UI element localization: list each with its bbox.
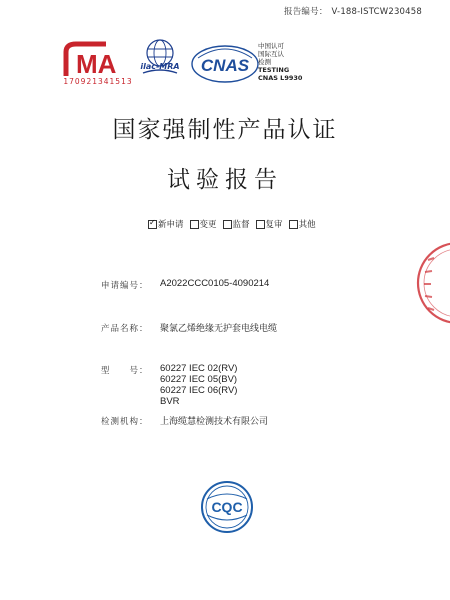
checkbox-icon <box>256 220 265 229</box>
option-label: 复审 <box>265 220 283 230</box>
application-no-label: 申请编号： <box>101 281 149 291</box>
option-reexamination <box>256 218 283 230</box>
cnas-logo <box>190 42 260 84</box>
application-no-value: A2022CCC0105-4090214 <box>160 278 270 289</box>
cnas-line: CNAS L9930 <box>258 74 303 82</box>
report-number <box>284 5 422 17</box>
checkbox-checked-icon <box>148 220 157 229</box>
cqc-logo <box>199 479 255 535</box>
model-value: 60227 IEC 05(BV) <box>160 374 238 385</box>
option-label: 其他 <box>298 220 316 230</box>
testing-org-label: 检测机构： <box>101 417 149 427</box>
option-label: 新申请 <box>158 220 184 230</box>
option-change <box>190 218 217 230</box>
product-name-value: 聚氯乙烯绝缘无护套电线电缆 <box>160 324 278 334</box>
report-number-value: V-188-ISTCW230458 <box>331 7 422 17</box>
option-other <box>289 218 316 230</box>
cnas-logo-text: CNAS <box>200 56 250 75</box>
cnas-line: 检测 <box>258 58 271 66</box>
ilac-mra-label: ilac-MRA <box>140 62 180 71</box>
checkbox-icon <box>223 220 232 229</box>
report-number-label: 报告编号： <box>284 7 328 17</box>
document-title: 国家强制性产品认证 <box>112 117 338 143</box>
option-supervision <box>223 218 250 230</box>
product-name-label: 产品名称： <box>101 324 149 334</box>
checkbox-icon <box>190 220 199 229</box>
testing-org-value: 上海缆慧检测技术有限公司 <box>160 417 269 427</box>
checkbox-icon <box>289 220 298 229</box>
cnas-line: 中国认可 <box>258 42 284 50</box>
application-type-options <box>148 218 316 230</box>
cma-code: 170921341513 <box>63 77 133 86</box>
model-value: 60227 IEC 02(RV) <box>160 363 238 374</box>
model-value: 60227 IEC 06(RV) <box>160 385 238 396</box>
document-subtitle: 试验报告 <box>167 167 283 193</box>
ilac-mra-logo <box>137 36 183 80</box>
cnas-line: TESTING <box>258 66 290 74</box>
option-new-application <box>148 218 184 230</box>
model-value: BVR <box>160 396 180 407</box>
model-values <box>160 363 237 407</box>
red-seal-stamp <box>412 240 450 326</box>
option-label: 监督 <box>232 220 250 230</box>
cnas-line: 国际互认 <box>258 50 284 58</box>
model-label: 型 号： <box>101 366 149 376</box>
cnas-accreditation-text <box>258 42 302 82</box>
cma-logo-text: MA <box>76 49 117 79</box>
option-label: 变更 <box>199 220 217 230</box>
cqc-logo-text: CQC <box>211 499 243 515</box>
